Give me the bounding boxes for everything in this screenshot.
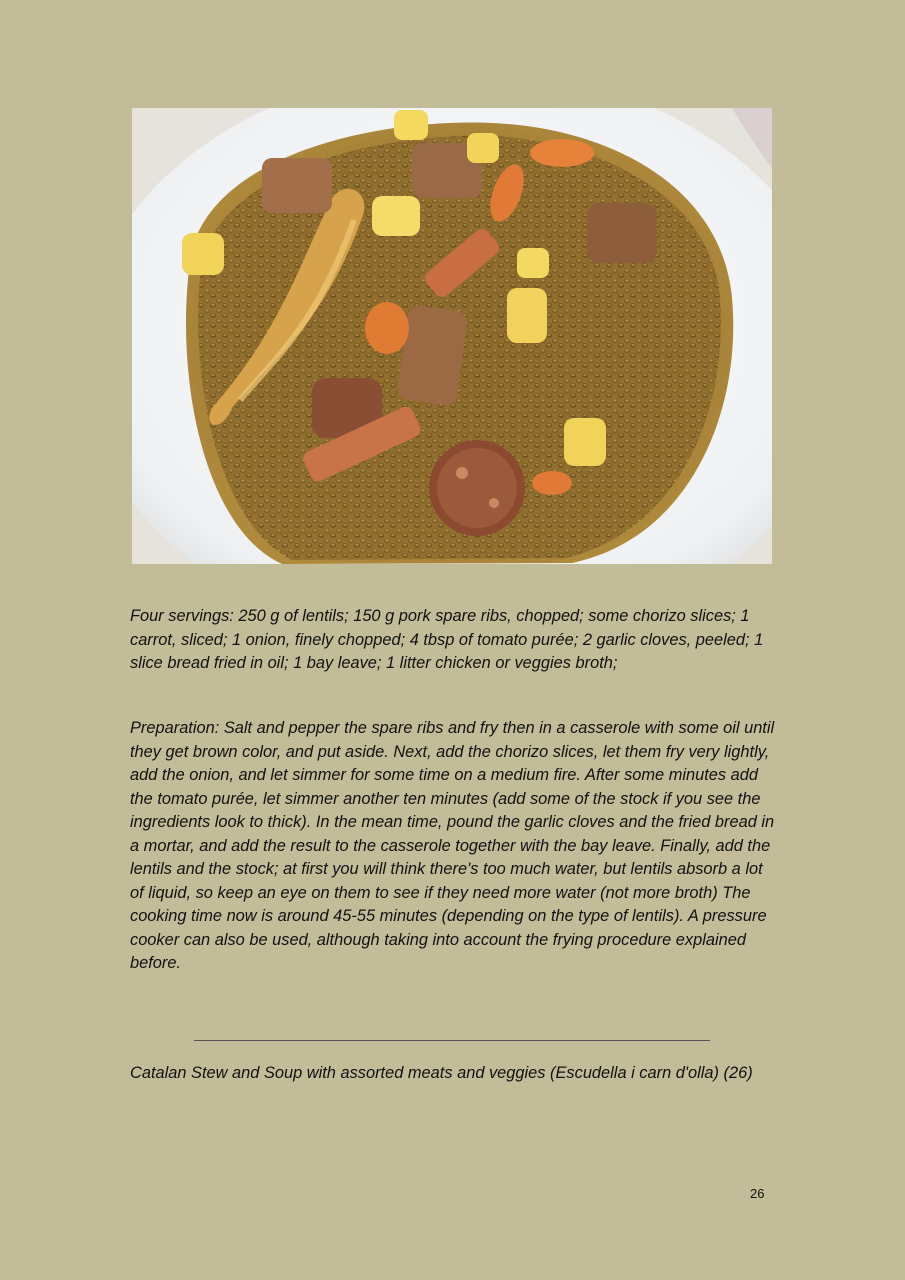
ingredients-paragraph: Four servings: 250 g of lentils; 150 g pork spare ribs, chopped; some chorizo slices; 1 carrot, sliced; 1 onion, finely chopped; 4 tbsp of tomato purée; 2 garlic cloves, peeled; 1 slice bread fried in oil; 1 bay leave; 1 litter chicken or veggies broth; [130, 607, 764, 672]
section-divider [194, 1040, 710, 1041]
page-number: 26 [750, 1186, 765, 1201]
preparation-paragraph: Preparation: Salt and pepper the spare ribs and fry then in a casserole with some oil until they get brown color, and put aside. Next, add the chorizo slices, let them fry very lightly, add the onion, and let simmer for some time on a medium fire. After some minutes add the tomato purée, let simmer another ten minutes (add some of the stock if you see the ingredients look to thick). In the mean time, pound the garlic cloves and the fried bread in a mortar, and add the result to the casserole together with the bay leave. Finally, add the lentils and the stock; at first you will think there's too much water, but lentils absorb a lot of liquid, so keep an eye on them to see if they need more water (not more broth) The cooking time now is around 45-55 minutes (depending on the type of lentils). A pressure cooker can also be used, although taking into account the frying procedure explained before. [130, 719, 775, 972]
next-recipe-title: Catalan Stew and Soup with assorted meats and veggies (Escudella i carn d'olla) (26) [130, 1064, 753, 1082]
lentil-stew-photo [132, 108, 772, 564]
